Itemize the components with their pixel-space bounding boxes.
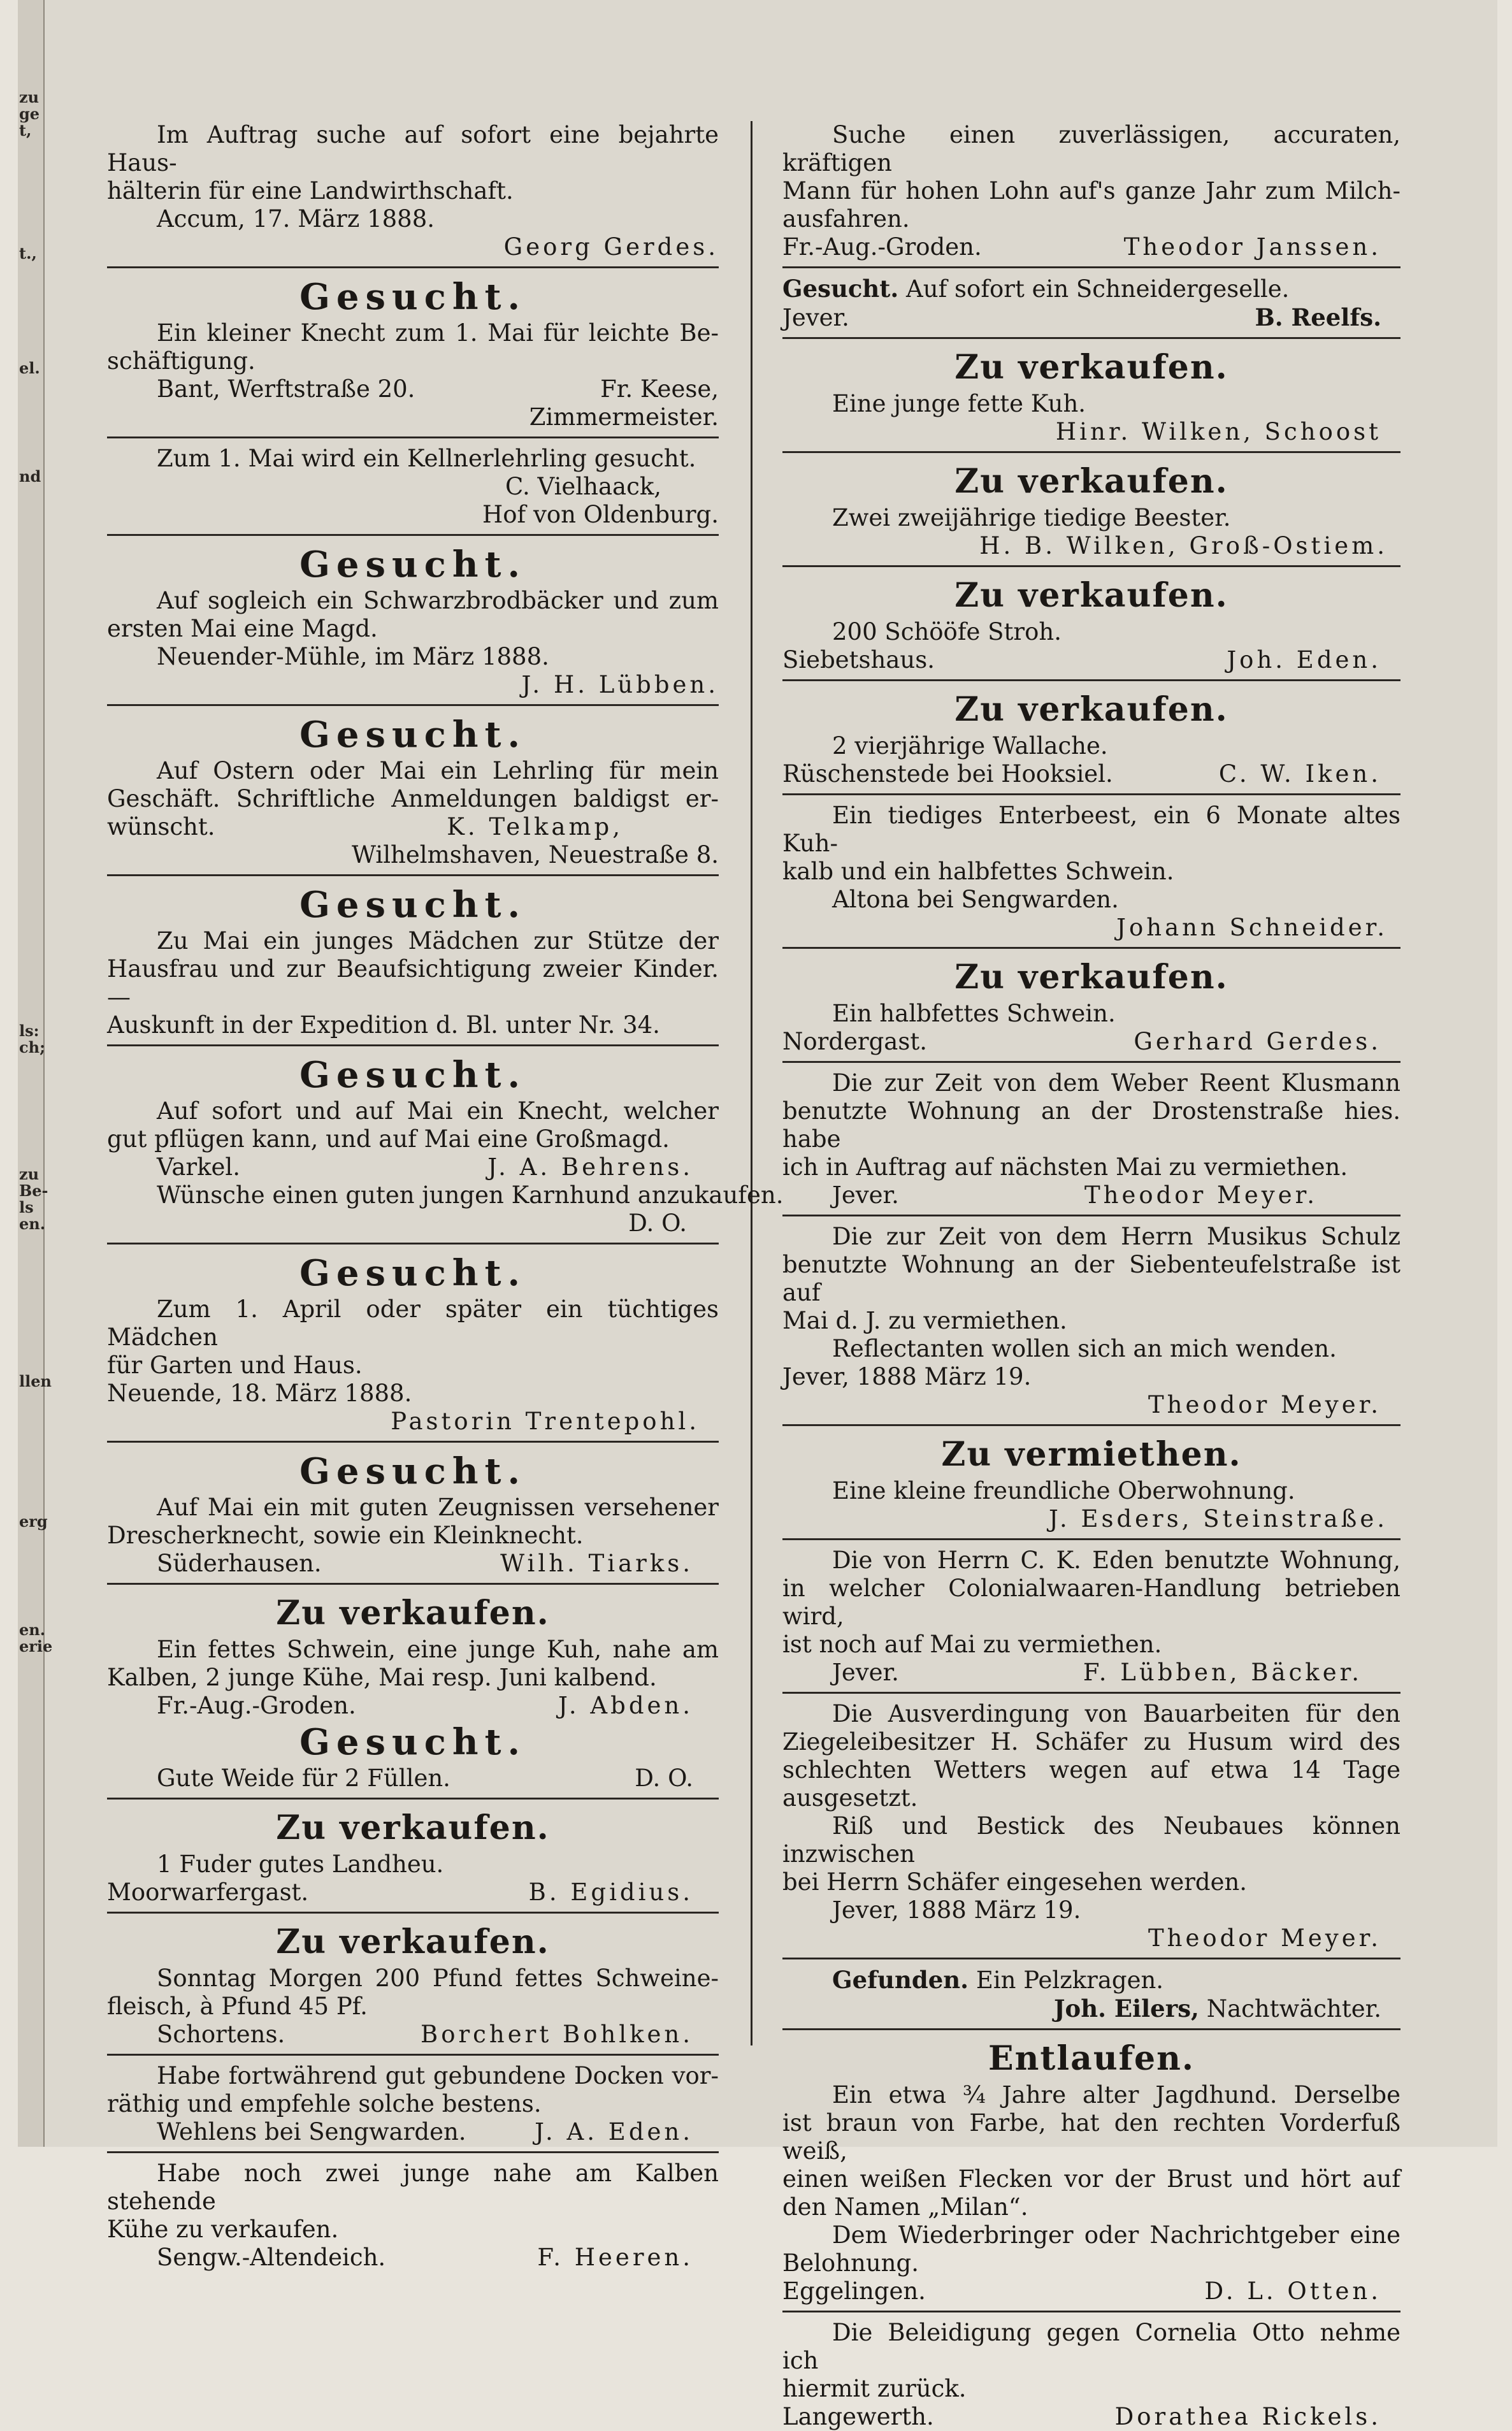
ad-text: hiermit zurück. (782, 2375, 967, 2402)
ad-text: Die von Herrn C. K. Eden benutzte Wohnung, (832, 1547, 1400, 1574)
ad-lead: Gesucht. (782, 275, 899, 303)
ad-signature: Dorathea Rickels. (1114, 2403, 1381, 2430)
ad-headline: Gesucht. (299, 1721, 526, 1763)
ad-sell-cows (107, 2160, 719, 2272)
ad-footer (782, 2277, 1400, 2305)
ad-footer (107, 813, 719, 841)
ad-separator (782, 451, 1400, 453)
ad-footer (782, 760, 1400, 788)
ad-rent-siebenteufelstrasse (782, 1223, 1400, 1419)
margin-fragment: el. (19, 359, 40, 377)
ad-separator (782, 266, 1400, 268)
ad-headline: Zu verkaufen. (954, 576, 1228, 615)
ad-signature: Theodor Meyer. (1148, 1924, 1381, 1952)
ad-text: Auf Ostern oder Mai ein Lehrling für mein (157, 757, 719, 784)
ad-sell-cow (782, 345, 1400, 446)
ad-footer (782, 233, 1400, 261)
ad-text: Riß und Bestick des Neubaues können inzwischen (782, 1812, 1400, 1868)
ad-separator (782, 2028, 1400, 2030)
margin-fragment: zu ge t, (19, 88, 40, 140)
ad-signature: Hinr. Wilken, Schoost (1055, 418, 1381, 445)
ad-footer (107, 1550, 719, 1578)
ad-text: Dem Wiederbringer oder Nachrichtgeber eine (832, 2221, 1400, 2249)
ad-headline: Zu verkaufen. (276, 1922, 550, 1961)
ad-place: Varkel. (157, 1153, 240, 1181)
ad-text: Belohnung. (782, 2249, 919, 2277)
ad-footer (107, 1879, 719, 1907)
ad-signature: Joh. Eden. (1227, 646, 1381, 674)
ad-signature: J. Esders, Steinstraße. (1048, 1505, 1388, 1533)
ad-sell-pig (782, 955, 1400, 1056)
ad-signature-place: Wilhelmshaven, Neuestraße 8. (352, 841, 719, 869)
ad-sell-livestock (107, 1591, 719, 1720)
ad-separator (782, 565, 1400, 567)
ad-text: räthig und empfehle solche bestens. (107, 2090, 542, 2117)
ad-text: 200 Schööfe Stroh. (832, 618, 1062, 646)
ad-text: Zum 1. Mai wird ein Kellnerlehrling gesucht. (157, 445, 696, 472)
ad-signature: Theodor Janssen. (1123, 233, 1381, 261)
ad-sell-pork (107, 1920, 719, 2049)
ad-footer (107, 2118, 719, 2146)
ad-signature (782, 1995, 1400, 2023)
column-divider (751, 121, 752, 2045)
ad-headline: Zu verkaufen. (954, 348, 1228, 387)
ad-lead: Gefunden. (832, 1966, 969, 1994)
ad-thresher (107, 1449, 719, 1578)
ad-signature: J. H. Lübben. (521, 671, 719, 698)
ad-text: Ein tiediges Enterbeest, ein 6 Monate altes Kuh- (782, 802, 1400, 857)
ad-text: Ein etwa ¾ Jahre alter Jagdhund. Derselbe (832, 2081, 1400, 2109)
ad-sell-straw (782, 573, 1400, 674)
ad-signature: D. L. Otten. (1204, 2277, 1381, 2305)
ad-text: einen weißen Flecken vor der Brust und hört auf (782, 2165, 1400, 2193)
ad-signature: D. O. (635, 1764, 693, 1792)
ad-separator (107, 2151, 719, 2153)
ad-footer (107, 375, 719, 403)
ad-signature-title: Nachtwächter. (1206, 1995, 1381, 2023)
ad-sell-hay (107, 1806, 719, 1907)
ad-text: Mai d. J. zu vermiethen. (782, 1307, 1067, 1334)
margin-fragment: nd (19, 467, 41, 486)
ad-signature: J. A. Eden. (535, 2118, 693, 2146)
ad-rent-eden-flat (782, 1547, 1400, 1687)
ad-signature: Georg Gerdes. (503, 233, 719, 261)
ad-text: Ziegeleibesitzer H. Schäfer zu Husum wird des (782, 1728, 1400, 1756)
ad-text: Hausfrau und zur Beaufsichtigung zweier Kinder. — (107, 955, 719, 1011)
ad-text: Mann für hohen Lohn auf's ganze Jahr zum Milch- (782, 177, 1400, 205)
ad-text: Suche einen zuverlässigen, accuraten, kräftigen (782, 121, 1400, 177)
ad-separator (107, 1798, 719, 1800)
ad-construction-postponed (782, 1700, 1400, 1952)
ad-place-date: Jever, 1888 März 19. (782, 1363, 1032, 1390)
ad-girl-helper (107, 883, 719, 1039)
ad-separator (107, 1583, 719, 1585)
ad-signature: B. Reelfs. (1255, 303, 1381, 331)
ad-separator (107, 266, 719, 268)
ad-text: kalb und ein halbfettes Schwein. (782, 858, 1174, 885)
ad-headline: Zu verkaufen. (954, 690, 1228, 729)
ad-signature-name: Joh. Eilers, (1054, 1995, 1199, 2023)
ad-farmhand (107, 275, 719, 431)
ad-text: Zum 1. April oder später ein tüchtiges Mädchen (107, 1295, 719, 1351)
ad-text: Die Ausverdingung von Bauarbeiten für den (832, 1700, 1400, 1728)
ad-place: Schortens. (157, 2021, 285, 2048)
margin-fragment: erg (19, 1512, 48, 1531)
ad-signature: Gerhard Gerdes. (1134, 1028, 1381, 1055)
ad-separator (107, 704, 719, 706)
ad-retraction (782, 2319, 1400, 2431)
ad-headline: Gesucht. (299, 544, 526, 586)
ad-text: Ein kleiner Knecht zum 1. Mai für leichte Be- (157, 319, 719, 347)
ad-separator (107, 1243, 719, 1244)
ad-text: Auf sofort ein Schneidergeselle. (906, 275, 1290, 303)
ad-footer (782, 1659, 1400, 1687)
ad-footer (107, 1764, 719, 1793)
ad-headline: Zu verkaufen. (276, 1808, 550, 1847)
ad-text: hälterin für eine Landwirthschaft. (107, 177, 514, 205)
ad-text: Eine kleine freundliche Oberwohnung. (832, 1477, 1295, 1504)
margin-fragment: zu Be- ls en. (19, 1165, 48, 1233)
ad-text: Auf sogleich ein Schwarzbrodbäcker und zum (157, 587, 719, 614)
ad-rent-upper-flat (782, 1432, 1400, 1533)
ad-place: Jever. (832, 1181, 899, 1209)
ad-found-collar (782, 1966, 1400, 2023)
ad-place: Sengw.-Altendeich. (157, 2244, 386, 2271)
ad-sell-geldings (782, 688, 1400, 788)
ad-separator (782, 679, 1400, 681)
ad-text: Ein Pelzkragen. (976, 1966, 1164, 1994)
ad-text: ersten Mai eine Magd. (107, 615, 378, 642)
ad-signature-title: Zimmermeister. (529, 403, 719, 431)
ad-signature: F. Lübben, Bäcker. (1083, 1659, 1362, 1686)
ad-headline: Gesucht. (299, 1252, 526, 1294)
ad-text: den Namen „Milan“. (782, 2193, 1028, 2221)
ad-headline: Entlaufen. (988, 2039, 1195, 2078)
ad-separator (782, 1215, 1400, 1216)
ad-text: Auskunft in der Expedition d. Bl. unter Nr. 34. (107, 1011, 660, 1039)
ad-text-line (782, 275, 1400, 303)
ad-text: schlechten Wetters wegen auf etwa 14 Tage ausgesetzt. (782, 1756, 1400, 1812)
ad-text: Eine junge fette Kuh. (832, 390, 1086, 417)
ad-separator (107, 1912, 719, 1914)
ad-separator (782, 2311, 1400, 2312)
ad-headline: Gesucht. (299, 1054, 526, 1096)
ad-text: Zu Mai ein junges Mädchen zur Stütze der (157, 927, 719, 955)
ad-headline: Gesucht. (299, 276, 526, 318)
ad-text: ist noch auf Mai zu vermiethen. (782, 1631, 1162, 1658)
ad-text: Gute Weide für 2 Füllen. (157, 1764, 450, 1792)
ad-signature: J. A. Behrens. (487, 1153, 693, 1181)
ad-text: fleisch, à Pfund 45 Pf. (107, 1993, 368, 2020)
ad-text: ist braun von Farbe, hat den rechten Vorderfuß weiß, (782, 2109, 1400, 2165)
ad-separator (107, 436, 719, 438)
ad-text: benutzte Wohnung an der Siebenteufelstraße ist auf (782, 1251, 1400, 1306)
ad-footer (107, 2244, 719, 2272)
ad-apprentice (107, 712, 719, 869)
ad-text: Drescherknecht, sowie ein Kleinknecht. (107, 1522, 584, 1549)
margin-fragment: en. erie (19, 1620, 53, 1656)
ad-separator (782, 793, 1400, 795)
ad-place: Eggelingen. (782, 2277, 926, 2305)
ad-place: Siebetshaus. (782, 646, 935, 674)
ad-signature: C. Vielhaack, (505, 473, 661, 500)
ad-place: Fr.-Aug.-Groden. (782, 233, 982, 261)
ad-text: Kalben, 2 junge Kühe, Mai resp. Juni kalbend. (107, 1664, 657, 1691)
ad-text: Wünsche einen guten jungen Karnhund anzukaufen. (157, 1181, 784, 1209)
ad-place: Jever. (782, 304, 849, 331)
ad-headline: Gesucht. (299, 884, 526, 926)
ad-text: benutzte Wohnung an der Drostenstraße hies. habe (782, 1097, 1400, 1153)
ad-place-date: Jever, 1888 März 19. (832, 1896, 1081, 1924)
ad-footer (782, 1028, 1400, 1056)
ad-text: für Garten und Haus. (107, 1352, 363, 1379)
ad-separator (107, 1044, 719, 1046)
ad-headline: Zu verkaufen. (954, 958, 1228, 997)
ad-signature: H. B. Wilken, Groß-Ostiem. (979, 532, 1388, 559)
ad-footer (107, 1692, 719, 1720)
ad-text: Geschäft. Schriftliche Anmeldungen baldigst er- (107, 785, 719, 812)
ad-tailor (782, 275, 1400, 332)
ad-headline: Zu verkaufen. (954, 462, 1228, 501)
ad-place-date: Neuende, 18. März 1888. (107, 1380, 412, 1407)
ad-headline: Gesucht. (299, 1450, 526, 1492)
ad-ploughman (107, 1053, 784, 1237)
ad-separator (782, 947, 1400, 949)
ad-place: Wehlens bei Sengwarden. (157, 2118, 466, 2146)
ad-footer (107, 2021, 719, 2049)
newspaper-page (18, 0, 1497, 2430)
adjacent-page-margin (18, 0, 53, 2147)
ad-text: Die zur Zeit von dem Herrn Musikus Schulz (832, 1223, 1400, 1250)
ad-headline: Zu vermiethen. (941, 1435, 1242, 1474)
ad-text: schäftigung. (107, 347, 256, 375)
ad-footer (782, 303, 1400, 332)
ad-footer (107, 1153, 719, 1181)
ad-headline: Zu verkaufen. (276, 1594, 550, 1633)
ad-separator (782, 337, 1400, 339)
ad-text-line (782, 1966, 1400, 1995)
ad-signature: Theodor Meyer. (1148, 1391, 1381, 1418)
ad-place: Rüschenstede bei Hooksiel. (782, 760, 1113, 788)
ad-separator (107, 2054, 719, 2056)
ad-separator (107, 874, 719, 876)
ad-place: Langewerth. (782, 2403, 934, 2430)
ad-place: Moorwarfergast. (107, 1879, 309, 1906)
ad-text: 2 vierjährige Wallache. (832, 732, 1108, 760)
ad-footer (782, 2403, 1400, 2431)
ad-place: Süderhausen. (157, 1550, 322, 1577)
ad-text: Die Beleidigung gegen Cornelia Otto nehme ich (782, 2319, 1400, 2374)
ad-signature: Theodor Meyer. (1084, 1181, 1318, 1209)
ad-text: Reflectanten wollen sich an mich wenden. (832, 1335, 1337, 1362)
ad-rent-drostenstrasse (782, 1069, 1400, 1209)
ad-text: Auf sofort und auf Mai ein Knecht, welcher (157, 1097, 719, 1125)
ad-separator (782, 1958, 1400, 1959)
ad-garden-maid (107, 1251, 719, 1436)
ad-waiter-apprentice (107, 445, 719, 529)
ad-separator (782, 1061, 1400, 1063)
left-column (107, 121, 784, 2272)
ad-signature: J. Abden. (558, 1692, 693, 1719)
ad-separator (782, 1692, 1400, 1694)
ad-baker (107, 542, 719, 699)
ad-text: ich in Auftrag auf nächsten Mai zu vermiethen. (782, 1153, 1348, 1181)
margin-fragment: ls: ch; (19, 1021, 45, 1057)
ad-place: Bant, Werftstraße 20. (157, 375, 415, 403)
ad-text: Die zur Zeit von dem Weber Reent Klusmann (832, 1069, 1400, 1097)
ad-housekeeper (107, 121, 719, 261)
ad-text: Habe fortwährend gut gebundene Docken vor- (157, 2062, 719, 2089)
ad-signature: Johann Schneider. (1116, 914, 1388, 941)
ad-text: Kühe zu verkaufen. (107, 2216, 339, 2243)
ad-place-date: Neuender-Mühle, im März 1888. (157, 643, 549, 670)
ad-text: wünscht. (107, 813, 215, 840)
ad-signature: Fr. Keese, (600, 375, 719, 403)
ad-sell-beester (782, 459, 1400, 560)
ad-text: ausfahren. (782, 205, 910, 233)
ad-signature: F. Heeren. (537, 2244, 693, 2271)
ad-text: bei Herrn Schäfer eingesehen werden. (782, 1868, 1248, 1896)
ad-signature-place: Hof von Oldenburg. (482, 501, 719, 528)
ad-sell-calf (782, 802, 1400, 942)
ad-milk-driver (782, 121, 1400, 261)
ad-separator (107, 534, 719, 536)
ad-text: 1 Fuder gutes Landheu. (157, 1850, 444, 1878)
ad-signature: K. Telkamp, (447, 813, 623, 840)
ad-place-date: Accum, 17. März 1888. (157, 205, 435, 233)
ad-place: Altona bei Sengwarden. (832, 886, 1119, 913)
ad-text: Habe noch zwei junge nahe am Kalben stehende (107, 2160, 719, 2215)
ad-lost-dog (782, 2037, 1400, 2305)
ad-place: Fr.-Aug.-Groden. (157, 1692, 356, 1719)
ad-separator (782, 1424, 1400, 1426)
ad-docken (107, 2062, 719, 2146)
ad-footer (782, 646, 1400, 674)
ad-signature: C. W. Iken. (1218, 760, 1381, 788)
ad-text: Im Auftrag suche auf sofort eine bejahrte Haus- (107, 121, 719, 177)
ad-pasture (107, 1720, 719, 1793)
ad-text: Auf Mai ein mit guten Zeugnissen versehener (157, 1494, 719, 1521)
ad-signature: Wilh. Tiarks. (500, 1550, 693, 1577)
ad-signature: B. Egidius. (528, 1879, 693, 1906)
right-column (782, 121, 1400, 2431)
margin-fragment: t., (19, 244, 37, 263)
ad-text: Sonntag Morgen 200 Pfund fettes Schweine- (157, 1965, 719, 1992)
ad-signature: Pastorin Trentepohl. (391, 1408, 700, 1435)
ad-text: in welcher Colonialwaaren-Handlung betrieben wird, (782, 1575, 1400, 1630)
ad-text: Ein halbfettes Schwein. (832, 1000, 1116, 1027)
ad-signature: D. O. (628, 1209, 687, 1237)
ad-headline: Gesucht. (299, 714, 526, 756)
ad-text: Ein fettes Schwein, eine junge Kuh, nahe am (157, 1636, 719, 1663)
ad-text: Zwei zweijährige tiedige Beester. (832, 504, 1231, 531)
ad-separator (782, 1538, 1400, 1540)
ad-footer (782, 1181, 1400, 1209)
ad-signature: Borchert Bohlken. (421, 2021, 693, 2048)
ad-separator (107, 1441, 719, 1443)
margin-fragment: llen (19, 1372, 52, 1390)
ad-place: Jever. (832, 1659, 899, 1686)
ad-place: Nordergast. (782, 1028, 927, 1055)
ad-text: gut pflügen kann, und auf Mai eine Großmagd. (107, 1125, 670, 1153)
